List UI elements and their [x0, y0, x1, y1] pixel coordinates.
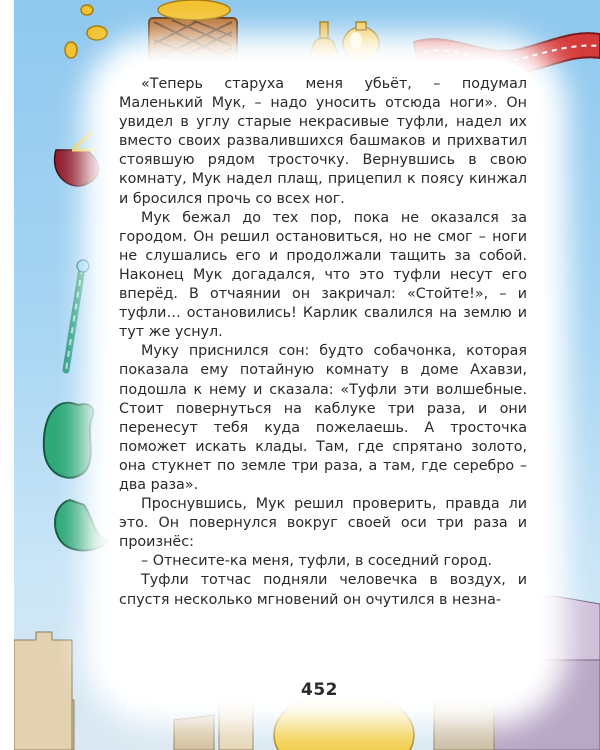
paragraph: Муку приснился сон: будто собачонка, которая показала ему потайную комнату в доме Ахавзи, подошла к нему и сказала: «Туфли эти волшебные. Стоит повернуться на каблуке три раза, и они перенесут тебя куда пожелаешь. А тросточка поможет искать клады. Там, где спрятано золото, она стукнет по земле три раза, а там, где серебро – два раза».: [119, 343, 527, 493]
green-slipper-icon: [44, 403, 108, 551]
oil-lamp-icon: [309, 22, 339, 58]
teapot-icon: [343, 22, 379, 61]
page-number: 452: [301, 680, 338, 700]
paragraph: «Теперь старуха меня убьёт, – подумал Маленький Мук, – надо уносить отсюда ноги». Он увидел в углу старые некрасивые туфли, надел их вместо своих развалившихся башмаков и прихватил стоявшую рядом тросточку. Вернувшись в свою комнату, Мук надел плащ, прицепил к поясу кинжал и бросился прочь со всех ног.: [119, 76, 527, 207]
story-text: [119, 75, 527, 610]
paragraph: Туфли тотчас подняли человечка в воздух, и спустя несколько мгновений он очутился в незна-: [119, 572, 527, 608]
gold-coin-icon: [65, 5, 107, 58]
book-page: [14, 0, 600, 750]
magic-staff-icon: [66, 260, 89, 370]
paragraph: Проснувшись, Мук решил проверить, правда ли это. Он повернулся вокруг своей оси три раза и произнёс:: [119, 496, 527, 551]
dialogue-line: – Отнесите-ка меня, туфли, в соседний город.: [141, 553, 493, 570]
paragraph: Мук бежал до тех пор, пока не оказался за городом. Он решил остановиться, но не смог – ноги не слушались его и продолжали тащить за собой. Наконец Мук догадался, что это туфли несут его вперёд. В отчаянии он закричал: «Стойте!», – и туфли… остановились! Карлик свалился на землю и тут же уснул.: [119, 209, 527, 341]
treasure-chest-icon: [149, 0, 237, 64]
money-pouch-icon: [55, 132, 99, 186]
